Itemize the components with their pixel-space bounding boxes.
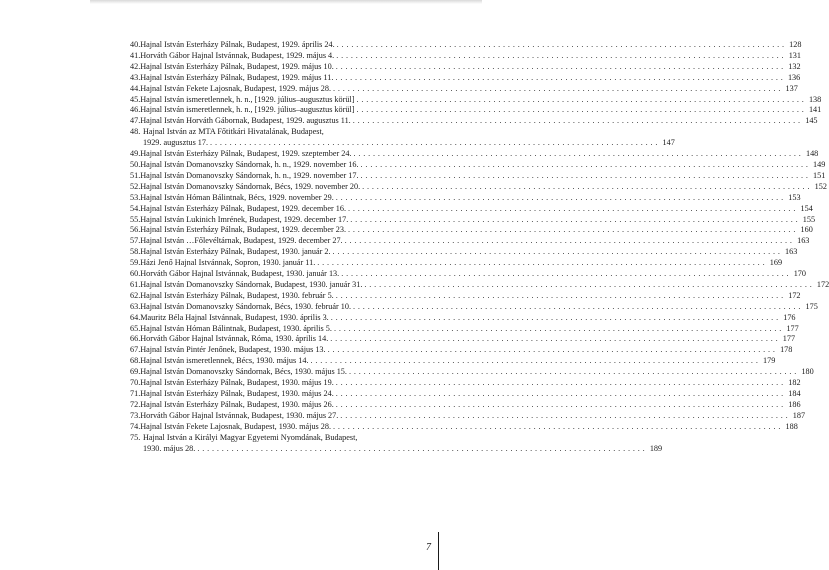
entry-page-number: 145 <box>805 116 818 126</box>
entry-title: Hajnal István Esterházy Pálnak, Budapest, 1929. december 23. <box>140 225 346 235</box>
dot-leader: . . . . . . . . . . . . . . . . . . . . . . . . . . . . . . . . . . . . . . . . . . . . . . . . . . . . . . . . . . . . . . . . . . . . . . . . . . . . . . . . . . . . . . . . . . . . <box>364 279 813 289</box>
entry-title: Hajnal István Domanovszky Sándornak, Bécs, 1929. november 20. <box>140 181 361 191</box>
toc-entry <box>130 389 801 400</box>
entry-page-number: 147 <box>662 138 675 148</box>
entry-number: 40. <box>130 40 141 49</box>
dot-leader: . . . . . . . . . . . . . . . . . . . . . . . . . . . . . . . . . . . . . . . . . . . . . . . . . . . . . . . . . . . . . . . . . . . . . . . . . . . . . . . . . . . . . . . . . . . . <box>317 258 766 268</box>
toc-entry-line <box>130 433 442 444</box>
entry-page-number: 136 <box>787 72 801 82</box>
entry-title: Hajnal István Esterházy Pálnak, Budapest, 1929. december 16. <box>140 203 346 213</box>
entry-title: Hajnal István Pintér Jenőnek, Budapest, 1930. május 13. <box>140 345 326 355</box>
entry-page-number: 187 <box>792 410 806 420</box>
toc-entry-line <box>130 378 801 389</box>
entry-page-number: 179 <box>763 356 776 366</box>
toc-entry-line <box>130 105 822 116</box>
toc-entry <box>130 214 816 226</box>
entry-title: Horváth Gábor Hajnal Istvánnak, Budapest, 1930. május 27. <box>140 410 339 420</box>
dot-leader: . . . . . . . . . . . . . . . . . . . . . . . . . . . . . . . . . . . . . . . . . . . . . . . . . . . . . . . . . . . . . . . . . . . . . . . . . . . . . . . . . . . . . . . . . . . . <box>197 443 646 453</box>
toc-entry-line <box>130 40 802 51</box>
dot-leader: . . . . . . . . . . . . . . . . . . . . . . . . . . . . . . . . . . . . . . . . . . . . . . . . . . . . . . . . . . . . . . . . . . . . . . . . . . . . . . . . . . . . . . . . . . . . <box>330 334 779 344</box>
entry-number: 49. <box>130 149 141 159</box>
toc-entry-line <box>130 290 801 302</box>
toc-entry <box>130 105 822 116</box>
toc-entry-line <box>130 159 826 171</box>
entry-number: 62. <box>130 290 141 300</box>
entry-page-number: 169 <box>769 258 783 268</box>
entry-title: Hajnal István Hóman Bálintnak, Budapest, 1930. április 5. <box>140 323 332 333</box>
dot-leader: . . . . . . . . . . . . . . . . . . . . . . . . . . . . . . . . . . . . . . . . . . . . . . . . . . . . . . . . . . . . . . . . . . . . . . . . . . . . . . . . . . . . . . . . . . . . <box>310 356 759 366</box>
dot-leader: . . . . . . . . . . . . . . . . . . . . . . . . . . . . . . . . . . . . . . . . . . . . . . . . . . . . . . . . . . . . . . . . . . . . . . . . . . . . . . . . . . . . . . . . . . . . <box>348 367 797 377</box>
toc-entry <box>130 203 813 215</box>
toc-entry-line <box>130 170 826 182</box>
toc-entry-line <box>130 301 818 313</box>
dot-leader: . . . . . . . . . . . . . . . . . . . . . . . . . . . . . . . . . . . . . . . . . . . . . . . . . . . . . . . . . . . . . . . . . . . . . . . . . . . . . . . . . . . . . . . . . . . . <box>352 116 801 126</box>
entry-title: Hajnal István Lukinich Imrének, Budapest, 1929. december 17. <box>140 214 349 224</box>
entry-number: 64. <box>130 312 141 322</box>
dot-leader: . . . . . . . . . . . . . . . . . . . . . . . . . . . . . . . . . . . . . . . . . . . . . . . . . . . . . . . . . . . . . . . . . . . . . . . . . . . . . . . . . . . . . . . . . . . . <box>330 312 779 322</box>
entry-page-number: 163 <box>785 247 798 257</box>
dot-leader: . . . . . . . . . . . . . . . . . . . . . . . . . . . . . . . . . . . . . . . . . . . . . . . . . . . . . . . . . . . . . . . . . . . . . . . . . . . . . . . . . . . . . . . . . . . . <box>327 345 776 355</box>
dot-leader: . . . . . . . . . . . . . . . . . . . . . . . . . . . . . . . . . . . . . . . . . . . . . . . . . . . . . . . . . . . . . . . . . . . . . . . . . . . . . . . . . . . . . . . . . . . . <box>356 105 805 115</box>
table-of-contents <box>130 40 829 454</box>
entry-title: Hajnal István ismeretlennek, Bécs, 1930. május 14. <box>140 356 309 366</box>
entry-number: 43. <box>130 72 141 82</box>
toc-entry-line <box>130 323 799 335</box>
entry-number: 75. <box>130 432 141 442</box>
toc-entry-line <box>130 72 801 84</box>
entry-number: 55. <box>130 214 141 224</box>
toc-entry-line <box>130 127 442 138</box>
dot-leader: . . . . . . . . . . . . . . . . . . . . . . . . . . . . . . . . . . . . . . . . . . . . . . . . . . . . . . . . . . . . . . . . . . . . . . . . . . . . . . . . . . . . . . . . . . . . <box>362 181 810 191</box>
entry-number: 71. <box>130 389 141 398</box>
toc-entry-line <box>130 312 796 324</box>
entry-title: Hajnal István Esterházy Pálnak, Budapest, 1929. május 10. <box>140 61 334 71</box>
entry-number: 53. <box>130 192 141 202</box>
entry-title: Hajnal István Hóman Bálintnak, Bécs, 1929. november 29. <box>140 192 334 202</box>
entry-page-number: 151 <box>813 170 826 180</box>
toc-entry-line <box>130 192 801 204</box>
entry-number: 63. <box>130 301 141 311</box>
toc-entry <box>130 290 801 302</box>
toc-entry <box>130 40 802 51</box>
toc-entry-line <box>130 203 813 215</box>
dot-leader: . . . . . . . . . . . . . . . . . . . . . . . . . . . . . . . . . . . . . . . . . . . . . . . . . . . . . . . . . . . . . . . . . . . . . . . . . . . . . . . . . . . . . . . . . . . . <box>353 149 802 159</box>
entry-number: 59. <box>130 258 141 268</box>
entry-page-number: 132 <box>788 61 801 71</box>
entry-page-number: 149 <box>813 159 826 169</box>
dot-leader: . . . . . . . . . . . . . . . . . . . . . . . . . . . . . . . . . . . . . . . . . . . . . . . . . . . . . . . . . . . . . . . . . . . . . . . . . . . . . . . . . . . . . . . . . . . . <box>340 410 789 420</box>
toc-entry-line <box>130 50 801 62</box>
entry-title: Hajnal István Esterházy Pálnak, Budapest, 1930. február 5. <box>140 290 334 300</box>
entry-page-number: 182 <box>788 378 801 388</box>
toc-entry-line <box>130 399 801 411</box>
entry-number: 41. <box>130 50 141 60</box>
entry-number: 72. <box>130 399 141 409</box>
dot-leader: . . . . . . . . . . . . . . . . . . . . . . . . . . . . . . . . . . . . . . . . . . . . . . . . . . . . . . . . . . . . . . . . . . . . . . . . . . . . . . . . . . . . . . . . . . . . <box>335 72 784 82</box>
dot-leader: . . . . . . . . . . . . . . . . . . . . . . . . . . . . . . . . . . . . . . . . . . . . . . . . . . . . . . . . . . . . . . . . . . . . . . . . . . . . . . . . . . . . . . . . . . . . <box>335 192 784 202</box>
toc-entry <box>130 83 798 95</box>
toc-entry <box>130 170 826 182</box>
toc-entry-line <box>130 345 793 356</box>
entry-page-number: 189 <box>649 443 663 453</box>
entry-number: 73. <box>130 410 141 420</box>
entry-page-number: 128 <box>789 40 802 49</box>
toc-entry-continuation <box>130 138 675 149</box>
entry-title: Horváth Gábor Hajnal Istvánnak, Budapest, 1929. május 4. <box>140 50 335 60</box>
entry-number: 56. <box>130 225 141 235</box>
toc-entry <box>130 432 663 455</box>
toc-entry <box>130 192 801 204</box>
toc-entry <box>130 421 798 433</box>
toc-entry <box>130 301 818 313</box>
toc-entry-line <box>130 61 801 73</box>
entry-page-number: 160 <box>800 225 813 235</box>
toc-entry-line <box>130 421 798 433</box>
dot-leader: . . . . . . . . . . . . . . . . . . . . . . . . . . . . . . . . . . . . . . . . . . . . . . . . . . . . . . . . . . . . . . . . . . . . . . . . . . . . . . . . . . . . . . . . . . . . <box>333 83 781 93</box>
entry-title: Hajnal István Fekete Lajosnak, Budapest, 1929. május 28. <box>140 83 332 93</box>
toc-entry <box>130 94 822 106</box>
toc-entry <box>130 61 801 73</box>
toc-entry-continuation <box>130 443 663 455</box>
entry-title: Hajnal István Esterházy Pálnak, Budapest, 1929. szeptember 24. <box>140 149 352 159</box>
entry-page-number: 175 <box>805 301 818 311</box>
entry-title: Hajnal István Horváth Gábornak, Budapest, 1929. augusztus 11. <box>140 116 351 126</box>
entry-page-number: 177 <box>782 334 796 344</box>
entry-title: Hajnal István Esterházy Pálnak, Budapest, 1930. május 24. <box>140 389 334 398</box>
toc-entry <box>130 236 810 247</box>
toc-entry-line <box>130 214 816 226</box>
toc-entry <box>130 159 826 171</box>
entry-title: Hajnal István az MTA Főtitkári Hivatalának, Budapest, <box>143 127 324 137</box>
entry-title: Hajnal István Esterházy Pálnak, Budapest, 1930. május 26. <box>140 399 334 409</box>
entry-title: Hajnal István Esterházy Pálnak, Budapest, 1930. május 19. <box>140 378 334 388</box>
dot-leader: . . . . . . . . . . . . . . . . . . . . . . . . . . . . . . . . . . . . . . . . . . . . . . . . . . . . . . . . . . . . . . . . . . . . . . . . . . . . . . . . . . . . . . . . . . . . <box>335 290 784 300</box>
entry-number: 42. <box>130 61 141 71</box>
entry-page-number: 148 <box>805 149 819 159</box>
entry-page-number: 170 <box>793 269 806 279</box>
toc-entry-line <box>130 269 806 280</box>
toc-entry-line <box>130 225 813 236</box>
toc-entry-line <box>130 389 801 400</box>
entry-page-number: 152 <box>814 181 827 191</box>
toc-entry <box>130 116 818 127</box>
toc-entry-line <box>130 410 806 422</box>
entry-number: 66. <box>130 334 141 344</box>
toc-entry <box>130 378 801 389</box>
dot-leader: . . . . . . . . . . . . . . . . . . . . . . . . . . . . . . . . . . . . . . . . . . . . . . . . . . . . . . . . . . . . . . . . . . . . . . . . . . . . . . . . . . . . . . . . . . . . <box>333 323 782 333</box>
toc-entry <box>130 181 827 193</box>
toc-entry <box>130 258 783 269</box>
dot-leader: . . . . . . . . . . . . . . . . . . . . . . . . . . . . . . . . . . . . . . . . . . . . . . . . . . . . . . . . . . . . . . . . . . . . . . . . . . . . . . . . . . . . . . . . . . . . <box>332 247 781 257</box>
entry-number: 51. <box>130 170 141 180</box>
toc-entry <box>130 225 813 236</box>
toc-entry-line <box>130 181 827 193</box>
entry-title: Hajnal István ismeretlennek, h. n., [1929. július–augusztus körül] <box>140 105 355 115</box>
dot-leader: . . . . . . . . . . . . . . . . . . . . . . . . . . . . . . . . . . . . . . . . . . . . . . . . . . . . . . . . . . . . . . . . . . . . . . . . . . . . . . . . . . . . . . . . . . . . <box>336 40 785 49</box>
entry-page-number: 180 <box>801 367 814 377</box>
toc-entry <box>130 127 675 149</box>
entry-number: 60. <box>130 269 141 279</box>
entry-number: 74. <box>130 421 141 431</box>
entry-title: Hajnal István Domanovszky Sándornak, Bécs, 1930. február 10. <box>140 301 352 311</box>
toc-entry <box>130 72 801 84</box>
entry-title: Hajnal István Domanovszky Sándornak, Bécs, 1930. május 15. <box>140 367 347 377</box>
entry-number: 45. <box>130 94 141 104</box>
entry-number: 44. <box>130 83 141 93</box>
toc-entry <box>130 312 796 324</box>
entry-page-number: 188 <box>785 421 798 431</box>
toc-entry-line <box>130 367 814 378</box>
toc-entry-line <box>130 334 796 345</box>
toc-entry-line <box>130 279 829 291</box>
toc-entry <box>130 279 829 291</box>
dot-leader: . . . . . . . . . . . . . . . . . . . . . . . . . . . . . . . . . . . . . . . . . . . . . . . . . . . . . . . . . . . . . . . . . . . . . . . . . . . . . . . . . . . . . . . . . . . . <box>348 203 796 213</box>
entry-number: 47. <box>130 116 141 126</box>
dot-leader: . . . . . . . . . . . . . . . . . . . . . . . . . . . . . . . . . . . . . . . . . . . . . . . . . . . . . . . . . . . . . . . . . . . . . . . . . . . . . . . . . . . . . . . . . . . . <box>335 378 784 388</box>
entry-title: Mauritz Béla Hajnal Istvánnak, Budapest, 1930. április 3. <box>140 312 329 322</box>
entry-title-continuation: 1929. augusztus 17. <box>143 138 209 148</box>
entry-number: 70. <box>130 378 141 388</box>
entry-title: Hajnal István Domanovszky Sándornak, h. n., 1929. november 17. <box>140 170 359 180</box>
dot-leader: . . . . . . . . . . . . . . . . . . . . . . . . . . . . . . . . . . . . . . . . . . . . . . . . . . . . . . . . . . . . . . . . . . . . . . . . . . . . . . . . . . . . . . . . . . . . <box>333 421 781 431</box>
entry-number: 48. <box>130 127 141 137</box>
entry-number: 50. <box>130 159 141 169</box>
entry-title: Hajnal István Fekete Lajosnak, Budapest, 1930. május 28. <box>140 421 332 431</box>
toc-entry <box>130 269 806 280</box>
entry-page-number: 154 <box>800 203 813 213</box>
dot-leader: . . . . . . . . . . . . . . . . . . . . . . . . . . . . . . . . . . . . . . . . . . . . . . . . . . . . . . . . . . . . . . . . . . . . . . . . . . . . . . . . . . . . . . . . . . . . <box>336 50 784 60</box>
entry-page-number: 177 <box>786 323 799 333</box>
toc-entry-line <box>130 83 798 95</box>
toc-entry-line <box>130 149 819 160</box>
entry-title: Hajnal István a Királyi Magyar Egyetemi Nyomdának, Budapest, <box>143 432 358 442</box>
folio-rule <box>438 532 439 570</box>
dot-leader: . . . . . . . . . . . . . . . . . . . . . . . . . . . . . . . . . . . . . . . . . . . . . . . . . . . . . . . . . . . . . . . . . . . . . . . . . . . . . . . . . . . . . . . . . . . . <box>210 138 658 148</box>
dot-leader: . . . . . . . . . . . . . . . . . . . . . . . . . . . . . . . . . . . . . . . . . . . . . . . . . . . . . . . . . . . . . . . . . . . . . . . . . . . . . . . . . . . . . . . . . . . . <box>348 225 796 235</box>
entry-page-number: 172 <box>816 279 829 289</box>
entry-page-number: 137 <box>785 83 798 93</box>
entry-page-number: 178 <box>780 345 793 355</box>
dot-leader: . . . . . . . . . . . . . . . . . . . . . . . . . . . . . . . . . . . . . . . . . . . . . . . . . . . . . . . . . . . . . . . . . . . . . . . . . . . . . . . . . . . . . . . . . . . . <box>353 301 801 311</box>
dot-leader: . . . . . . . . . . . . . . . . . . . . . . . . . . . . . . . . . . . . . . . . . . . . . . . . . . . . . . . . . . . . . . . . . . . . . . . . . . . . . . . . . . . . . . . . . . . . <box>360 159 809 169</box>
dot-leader: . . . . . . . . . . . . . . . . . . . . . . . . . . . . . . . . . . . . . . . . . . . . . . . . . . . . . . . . . . . . . . . . . . . . . . . . . . . . . . . . . . . . . . . . . . . . <box>341 269 789 279</box>
toc-entry <box>130 323 799 335</box>
entry-title: Házi Jenő Hajnal Istvánnak, Sopron, 1930. január 11. <box>140 258 316 268</box>
dot-leader: . . . . . . . . . . . . . . . . . . . . . . . . . . . . . . . . . . . . . . . . . . . . . . . . . . . . . . . . . . . . . . . . . . . . . . . . . . . . . . . . . . . . . . . . . . . . <box>344 236 793 246</box>
entry-page-number: 138 <box>808 94 822 104</box>
entry-number: 57. <box>130 236 141 246</box>
entry-title: Hajnal István Domanovszky Sándornak, h. n., 1929. november 16. <box>140 159 359 169</box>
dot-leader: . . . . . . . . . . . . . . . . . . . . . . . . . . . . . . . . . . . . . . . . . . . . . . . . . . . . . . . . . . . . . . . . . . . . . . . . . . . . . . . . . . . . . . . . . . . . <box>350 214 799 224</box>
entry-page-number: 155 <box>802 214 816 224</box>
toc-entry-line <box>130 258 783 269</box>
entry-number: 46. <box>130 105 141 115</box>
entry-number: 68. <box>130 356 141 366</box>
entry-number: 54. <box>130 203 141 213</box>
entry-number: 61. <box>130 279 141 289</box>
entry-number: 67. <box>130 345 141 355</box>
entry-title: Hajnal István ismeretlennek, h. n., [1929. július–augusztus körül] <box>140 94 355 104</box>
entry-page-number: 184 <box>788 389 801 398</box>
entry-page-number: 186 <box>788 399 801 409</box>
entry-number: 52. <box>130 181 141 191</box>
toc-entry-line <box>130 94 822 106</box>
toc-entry <box>130 356 776 367</box>
entry-title: Hajnal István Esterházy Pálnak, Budapest, 1930. január 2. <box>140 247 331 257</box>
toc-entry <box>130 50 801 62</box>
toc-entry <box>130 149 819 160</box>
dot-leader: . . . . . . . . . . . . . . . . . . . . . . . . . . . . . . . . . . . . . . . . . . . . . . . . . . . . . . . . . . . . . . . . . . . . . . . . . . . . . . . . . . . . . . . . . . . . <box>356 94 805 104</box>
entry-title: Hajnal István Domanovszky Sándornak, Budapest, 1930. január 31. <box>140 279 363 289</box>
toc-entry-line <box>130 356 776 367</box>
toc-entry <box>130 334 796 345</box>
toc-entry-line <box>130 247 798 258</box>
entry-title: Hajnal István …Főlevéltárnak, Budapest, 1929. december 27. <box>140 236 343 246</box>
toc-entry-line <box>130 236 810 247</box>
entry-title: Hajnal István Esterházy Pálnak, Budapest, 1929. május 11. <box>140 72 334 82</box>
entry-title: Horváth Gábor Hajnal Istvánnak, Róma, 1930. április 14. <box>140 334 329 344</box>
entry-page-number: 141 <box>808 105 822 115</box>
toc-entry <box>130 410 806 422</box>
entry-page-number: 153 <box>788 192 801 202</box>
toc-entry <box>130 399 801 411</box>
entry-number: 65. <box>130 323 141 333</box>
dot-leader: . . . . . . . . . . . . . . . . . . . . . . . . . . . . . . . . . . . . . . . . . . . . . . . . . . . . . . . . . . . . . . . . . . . . . . . . . . . . . . . . . . . . . . . . . . . . <box>335 389 784 398</box>
entry-title-continuation: 1930. május 28. <box>143 443 196 453</box>
entry-title: Hajnal István Esterházy Pálnak, Budapest, 1929. április 24. <box>140 40 335 49</box>
toc-entry <box>130 367 814 378</box>
entry-number: 58. <box>130 247 141 257</box>
entry-title: Horváth Gábor Hajnal Istvánnak, Budapest, 1930. január 13. <box>140 269 340 279</box>
entry-page-number: 176 <box>783 312 796 322</box>
dot-leader: . . . . . . . . . . . . . . . . . . . . . . . . . . . . . . . . . . . . . . . . . . . . . . . . . . . . . . . . . . . . . . . . . . . . . . . . . . . . . . . . . . . . . . . . . . . . <box>335 399 784 409</box>
page-number: 7 <box>426 542 431 553</box>
dot-leader: . . . . . . . . . . . . . . . . . . . . . . . . . . . . . . . . . . . . . . . . . . . . . . . . . . . . . . . . . . . . . . . . . . . . . . . . . . . . . . . . . . . . . . . . . . . . <box>360 170 809 180</box>
toc-entry-line <box>130 116 818 127</box>
entry-page-number: 131 <box>788 50 801 60</box>
entry-page-number: 172 <box>788 290 801 300</box>
entry-number: 69. <box>130 367 141 377</box>
page-top-shadow <box>90 0 482 4</box>
entry-page-number: 163 <box>797 236 810 246</box>
dot-leader: . . . . . . . . . . . . . . . . . . . . . . . . . . . . . . . . . . . . . . . . . . . . . . . . . . . . . . . . . . . . . . . . . . . . . . . . . . . . . . . . . . . . . . . . . . . . <box>335 61 784 71</box>
toc-entry <box>130 345 793 356</box>
toc-entry <box>130 247 798 258</box>
